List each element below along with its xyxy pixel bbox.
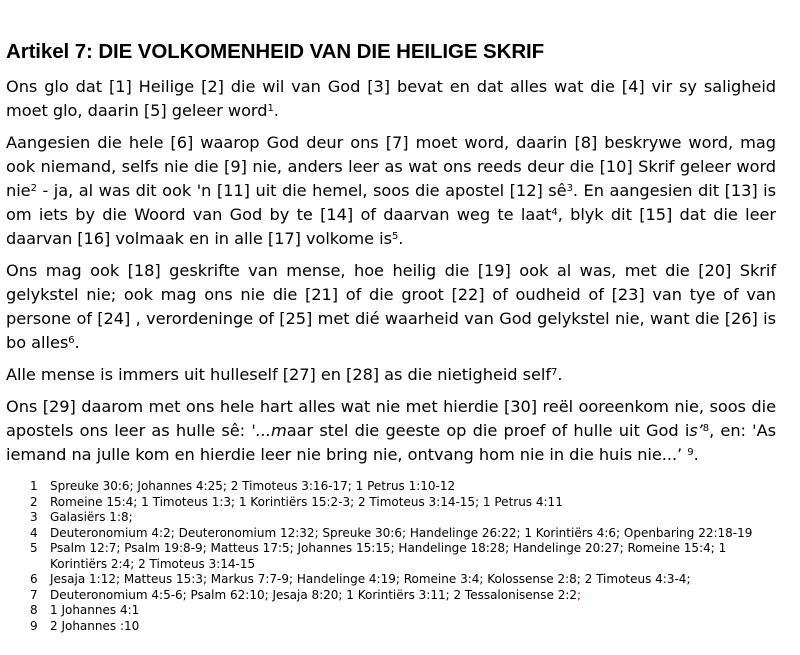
footnote-item (6, 619, 776, 635)
footnote-marker[interactable]: 1 (267, 103, 274, 114)
article-paragraph (6, 75, 776, 123)
footnote-text (50, 619, 776, 635)
footnote-marker[interactable]: 7 (551, 367, 558, 378)
footnote-text (50, 510, 776, 526)
article-paragraph (6, 259, 776, 355)
article-paragraph (6, 363, 776, 387)
footnote-text (50, 495, 776, 511)
footnote-item (6, 495, 776, 511)
footnote-item (6, 479, 776, 495)
footnote-item (6, 603, 776, 619)
footnote-marker[interactable]: 5 (391, 231, 399, 242)
paragraph-text: . (74, 333, 80, 352)
footnote-list (6, 479, 776, 634)
footnote-number: 3 (30, 510, 38, 524)
paragraph-text: aar stel die geeste op die proef of hulle uit God i (286, 421, 690, 440)
footnote-item (6, 526, 776, 542)
footnote-marker[interactable]: 8 (702, 423, 710, 434)
footnote-item (6, 541, 776, 572)
footnote-references: 1 Johannes 4:1 (50, 603, 140, 617)
footnote-number: 9 (30, 618, 38, 633)
paragraph-text: , blyk dit [15] dat die leer daarvan [16] volmaak en in alle [17] volkome is (6, 205, 776, 248)
footnote-marker[interactable]: 6 (68, 335, 75, 346)
paragraph-text: . (557, 365, 563, 384)
paragraph-text: , en: 'As iemand na julle kom en hierdie leer nie bring nie, ontvang hom nie in die huis nie...’ (6, 421, 776, 464)
footnote-number: 6 (30, 572, 38, 586)
article-title: Artikel 7: DIE VOLKOMENHEID VAN DIE HEILIGE SKRIF (6, 40, 545, 63)
footnote-references: 2 Johannes :10 (50, 618, 140, 633)
footnote-references: Romeine 15:4; 1 Timoteus 1:3; 1 Korintiërs 15:2-3; 2 Timoteus 3:14-15; 1 Petrus 4:11 (50, 494, 563, 509)
footnote-marker[interactable]: 9 (687, 447, 694, 458)
article-paragraph (6, 131, 776, 251)
footnote-marker[interactable]: 2 (30, 183, 37, 194)
footnote-item (6, 510, 776, 526)
footnote-tail-mark: ; (577, 587, 582, 602)
paragraph-text: Aangesien die hele [6] waarop God deur ons [7] moet word, daarin [8] beskrywe word, mag ook niemand, selfs nie die [9] nie, anders leer as wat ons reeds deur die [10] Skrif geleer word nie (6, 133, 776, 200)
footnote-text (50, 526, 776, 542)
footnote-number: 5 (30, 541, 38, 555)
footnote-text (50, 588, 776, 604)
footnote-number: 4 (30, 525, 38, 540)
footnote-item (6, 572, 776, 588)
paragraph-text: . En aangesien dit [13] is om iets by die Woord van God by te [14] of daarvan weg te laat (6, 181, 776, 224)
footnote-text (50, 603, 776, 619)
article-paragraph (6, 395, 776, 467)
paragraph-text: Ons glo dat [1] Heilige [2] die wil van God [3] bevat en dat alles wat die [4] vir sy saligheid moet glo, daarin [5] geleer word (6, 77, 776, 120)
footnote-references: Galasiërs 1:8; (50, 510, 133, 524)
footnote-references: Deuteronomium 4:2; Deuteronomium 12:32; Spreuke 30:6; Handelinge 26:22; 1 Korintiërs 4:6; Openbaring 22:18-19 (50, 525, 753, 540)
document-page (6, 38, 776, 634)
footnote-number: 2 (30, 494, 38, 509)
paragraph-text: . (693, 445, 699, 464)
paragraph-text: Ons mag ook [18] geskrifte van mense, hoe heilig die [19] ook al was, met die [20] Skrif gelykstel nie; ook mag ons nie die [21] of die groot [22] of oudheid of [23] van tye of van persone of [24] , verordeninge of [25] met dié waarheid van God gelykstel nie, want die [26] is bo alles (6, 261, 776, 352)
paragraph-text: Ons [29] daarom met ons hele hart alles wat nie met hierdie [30] reël ooreenkom nie, soos die apostels ons leer as hulle sê: ' (6, 397, 776, 440)
footnote-references: Jesaja 1:12; Matteus 15:3; Markus 7:7-9; Handelinge 4:19; Romeine 3:4; Kolossense 2:8; 2 Timoteus 4:3-4; (50, 572, 691, 586)
italic-text: ...m (255, 421, 287, 440)
italic-text: s’ (689, 421, 703, 440)
paragraph-text: Alle mense is immers uit hulleself [27] en [28] as die nietigheid self (6, 365, 552, 384)
footnote-text (50, 572, 776, 588)
article-body (6, 75, 776, 467)
footnote-marker[interactable]: 4 (551, 207, 558, 218)
paragraph-text: . (273, 101, 279, 120)
footnote-item (6, 588, 776, 604)
footnote-references: Deuteronomium 4:5-6; Psalm 62:10; Jesaja 8:20; 1 Korintiërs 3:11; 2 Tessalonisense 2:2 (50, 587, 578, 602)
footnote-number: 8 (30, 603, 38, 617)
paragraph-text: - ja, al was dit ook 'n [11] uit die hemel, soos die apostel [12] sê (36, 181, 567, 200)
footnote-references: Psalm 12:7; Psalm 19:8-9; Matteus 17:5; Johannes 15:15; Handelinge 18:28; Handelinge 20:27; Romeine 15:4; 1 Korintiërs 2:4; 2 Timoteus 3:14-15 (50, 541, 727, 571)
footnote-marker[interactable]: 3 (566, 183, 573, 194)
footnote-number: 1 (30, 479, 38, 493)
footnote-text (50, 541, 776, 572)
footnote-number: 7 (30, 587, 38, 602)
footnote-references: Spreuke 30:6; Johannes 4:25; 2 Timoteus 3:16-17; 1 Petrus 1:10-12 (50, 479, 456, 493)
footnote-text (50, 479, 776, 495)
paragraph-text: . (398, 229, 404, 248)
